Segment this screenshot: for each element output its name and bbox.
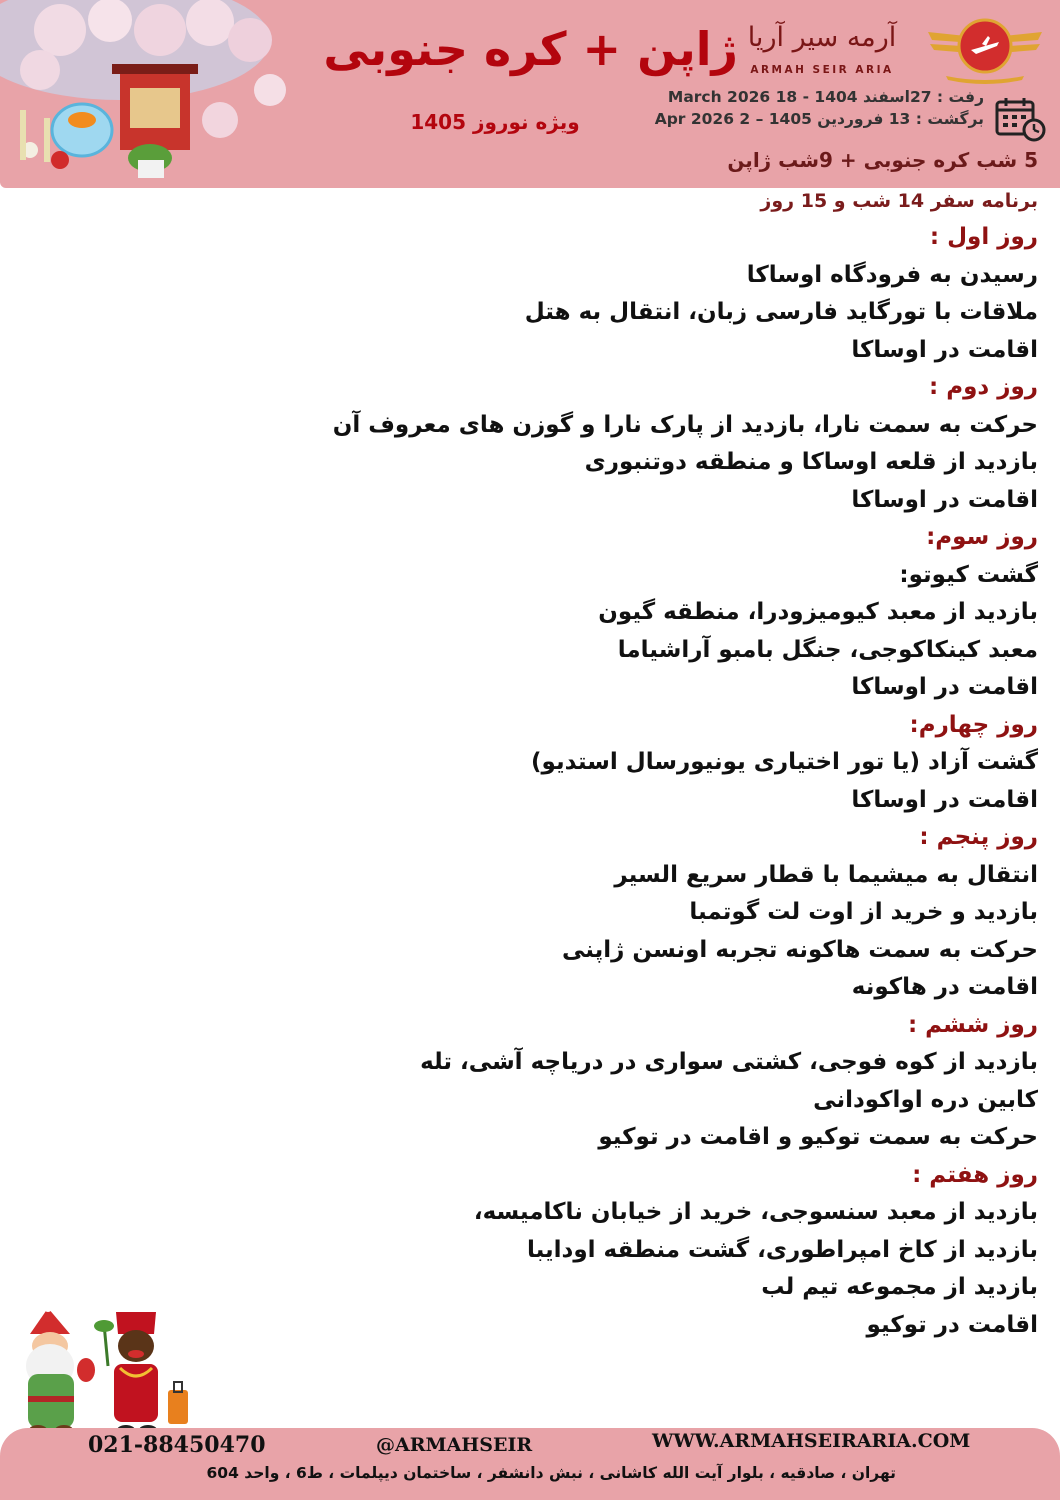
itinerary-line: اقامت در اوساکا: [851, 336, 1038, 363]
day-block: [300, 1157, 1038, 1345]
instagram-handle[interactable]: @ARMAHSEIR: [376, 1434, 533, 1456]
office-address: تهران ، صادقیه ، بلوار آیت الله کاشانی ، نبش دانشفر ، ساختمان دیپلمات ، ط6 ، واحد 604: [206, 1464, 896, 1482]
itinerary-line: اقامت در توکیو: [866, 1311, 1038, 1338]
itinerary-line: حرکت به سمت نارا، بازدید از پارک نارا و گوزن های معروف آن: [332, 411, 1038, 438]
itinerary-line: بازدید از مجموعه تیم لب: [761, 1274, 1038, 1300]
itinerary-line: کابین دره اواکودانی: [813, 1086, 1038, 1113]
nights-summary: 5 شب کره جنوبی + 9شب ژاپن: [727, 148, 1038, 172]
itinerary-line: بازدید از کوه فوجی، کشتی سواری در دریاچه آشی، تله: [420, 1049, 1038, 1075]
departure-date: رفت : 27اسفند 1404 - 18 March 2026: [667, 88, 984, 106]
itinerary-line: اقامت در هاکونه: [851, 974, 1038, 1000]
itinerary-line: گشت کیوتو:: [899, 561, 1038, 588]
nowruz-decoration-illustration: [0, 0, 330, 188]
company-logo-persian: آرمه سیر آریا: [747, 22, 897, 53]
itinerary-line: بازدید از کاخ امپراطوری، گشت منطقه اودایبا: [526, 1236, 1038, 1263]
itinerary-line: رسیدن به فرودگاه اوساکا: [746, 261, 1038, 288]
itinerary-line: بازدید و خرید از اوت لت گوتمبا: [689, 899, 1038, 925]
itinerary-line: اقامت در اوساکا: [851, 486, 1038, 513]
calendar-clock-icon: [994, 96, 1046, 142]
itinerary-line: بازدید از معبد کیومیزودرا، منطقه گیون: [598, 599, 1038, 625]
company-logo-emblem: [926, 14, 1044, 84]
itinerary: [300, 219, 1038, 1344]
itinerary-line: حرکت به سمت توکیو و اقامت در توکیو: [598, 1124, 1038, 1150]
day-title: روز ششم :: [907, 1011, 1038, 1038]
website-link[interactable]: WWW.ARMAHSEIRARIA.COM: [652, 1430, 971, 1452]
itinerary-line: انتقال به میشیما با قطار سریع السیر: [614, 861, 1038, 888]
day-title: روز اول :: [929, 224, 1038, 250]
trip-duration-subtitle: برنامه سفر 14 شب و 15 روز: [760, 190, 1038, 212]
company-logo-english: ARMAH SEIR ARIA: [750, 64, 894, 76]
itinerary-line: اقامت در اوساکا: [851, 674, 1038, 700]
day-block: [300, 819, 1038, 1007]
day-block: [300, 369, 1038, 519]
nowruz-characters-illustration: [8, 1304, 208, 1436]
phone-number[interactable]: 021-88450470: [88, 1432, 266, 1458]
itinerary-line: بازدید از قلعه اوساکا و منطقه دوتنبوری: [584, 449, 1038, 475]
day-block: [300, 707, 1038, 820]
return-date: برگشت : 13 فروردین 1405 – 2 Apr 2026: [654, 110, 984, 128]
day-block: [300, 1007, 1038, 1157]
day-title: روز سوم:: [926, 524, 1038, 550]
itinerary-line: معبد کینکاکوجی، جنگل بامبو آراشیاما: [617, 636, 1038, 663]
day-block: [300, 519, 1038, 707]
day-block: [300, 219, 1038, 369]
day-title: روز هفتم :: [912, 1161, 1038, 1188]
nowruz-label: ویژه نوروز 1405: [410, 110, 580, 134]
day-title: روز چهارم:: [909, 711, 1038, 738]
itinerary-line: حرکت به سمت هاکونه تجربه اونسن ژاپنی: [561, 936, 1038, 963]
itinerary-line: ملاقات با تورگاید فارسی زبان، انتقال به هتل: [524, 299, 1038, 325]
itinerary-line: گشت آزاد (یا تور اختیاری یونیورسال استدیو): [531, 749, 1038, 775]
day-title: روز دوم :: [929, 374, 1038, 400]
day-title: روز پنجم :: [919, 824, 1038, 850]
itinerary-line: اقامت در اوساکا: [851, 786, 1038, 813]
itinerary-line: بازدید از معبد سنسوجی، خرید از خیابان ناکامیسه،: [473, 1199, 1038, 1225]
page-title: ژاپن + کره جنوبی: [323, 22, 738, 76]
